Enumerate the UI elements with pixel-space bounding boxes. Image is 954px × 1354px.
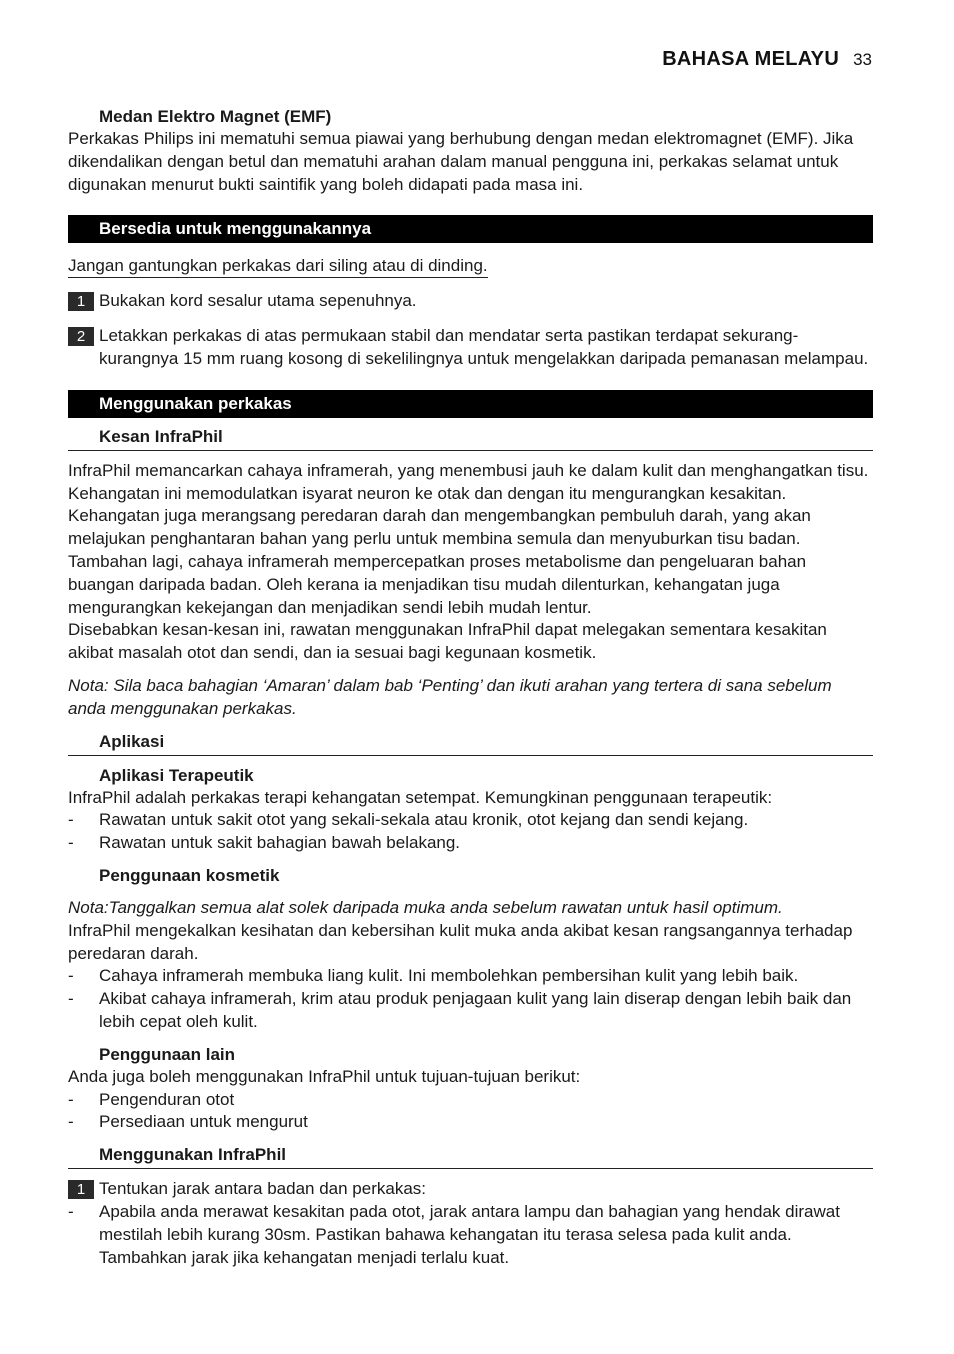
list-item: [68, 988, 873, 1034]
page-number: 33: [853, 50, 872, 69]
page-header: [662, 48, 872, 71]
list-item: [68, 832, 873, 855]
list-item-text: Pengenduran otot: [99, 1089, 235, 1109]
dash-marker: -: [68, 810, 74, 830]
step-item: [68, 325, 873, 371]
list-item-text: Apabila anda merawat kesakitan pada otot, jarak antara lampu dan bahagian yang hendak dirawat mestilah lebih kurang 30sm. Pastikan bahawa kehangatan itu terasa selesa pada kulit anda. Tambahkan jarak jika kehangatan menjadi terlalu kuat.: [99, 1201, 840, 1267]
using-heading: Menggunakan InfraPhil: [68, 1144, 873, 1169]
list-item: [68, 965, 873, 988]
other-use-heading: Penggunaan lain: [99, 1044, 236, 1064]
list-item-text: Akibat cahaya inframerah, krim atau produk penjagaan kulit yang lain diserap dengan lebih baik dan lebih cepat oleh kulit.: [99, 989, 852, 1031]
therapeutic-heading: Aplikasi Terapeutik: [99, 765, 254, 785]
step-number: 1: [68, 1180, 94, 1199]
effect-heading: Kesan InfraPhil: [68, 426, 873, 451]
cosmetic-note: Nota:Tanggalkan semua alat solek daripada muka anda sebelum rawatan untuk hasil optimum.: [68, 897, 783, 917]
section-band-use: Menggunakan perkakas: [68, 390, 873, 418]
step-number: 2: [68, 327, 94, 346]
dash-marker: -: [68, 989, 74, 1009]
step-item: [68, 290, 873, 313]
effect-paragraph-2: Disebabkan kesan-kesan ini, rawatan menggunakan InfraPhil dapat melegakan sementara kesakitan akibat masalah otot dan sendi, dan ia sesuai bagi kegunaan kosmetik.: [68, 620, 827, 663]
dash-marker: -: [68, 833, 74, 853]
cosmetic-intro: InfraPhil mengekalkan kesihatan dan kebersihan kulit muka anda akibat kesan rangsangannya terhadap peredaran darah.: [68, 920, 853, 963]
effect-paragraph: InfraPhil memancarkan cahaya inframerah, yang menembusi jauh ke dalam kulit dan menghangatkan tisu. Kehangatan ini memodulatkan isyarat neuron ke otak dan dengan itu mengurangkan kesakitan. Kehangatan juga merangsang peredaran darah dan mengembangkan pembuluh darah, yang akan melajukan penghantaran bahan yang perlu untuk membina semula dan menyuburkan tisu badan. Tambahan lagi, cahaya inframerah mempercepatkan proses metabolisme dan pengeluaran bahan buangan daripada badan. Oleh kerana ia menjadikan tisu mudah dilenturkan, kehangatan juga mengurangkan kekejangan dan menjadikan sendi lebih mudah lentur.: [68, 460, 869, 617]
dash-marker: -: [68, 1112, 74, 1132]
page-content: [68, 106, 873, 1269]
other-use-intro: Anda juga boleh menggunakan InfraPhil untuk tujuan-tujuan berikut:: [68, 1066, 581, 1086]
emf-paragraph: Perkakas Philips ini mematuhi semua piawai yang berhubung dengan medan elektromagnet (EMF). Jika dikendalikan dengan betul dan mematuhi arahan dalam manual pengguna ini, perkakas selamat untuk digunakan menurut bukti saintifik yang boleh didapati pada masa ini.: [68, 129, 854, 194]
effect-note: Nota: Sila baca bahagian ‘Amaran’ dalam bab ‘Penting’ dan ikuti arahan yang tertera di sana sebelum anda menggunakan perkakas.: [68, 675, 832, 718]
therapeutic-intro: InfraPhil adalah perkakas terapi kehangatan setempat. Kemungkinan penggunaan terapeutik:: [68, 787, 773, 807]
list-item: [68, 809, 873, 832]
list-item: [68, 1111, 873, 1134]
dash-marker: -: [68, 966, 74, 986]
language-label: BAHASA MELAYU: [662, 48, 840, 70]
step-item: [68, 1178, 873, 1201]
list-item-text: Rawatan untuk sakit bahagian bawah belakang.: [99, 833, 461, 853]
list-item-text: Persediaan untuk mengurut: [99, 1112, 308, 1132]
step-text: Tentukan jarak antara badan dan perkakas:: [99, 1179, 427, 1199]
dash-marker: -: [68, 1089, 74, 1109]
list-item: [68, 1201, 873, 1269]
step-text: Bukakan kord sesalur utama sepenuhnya.: [99, 291, 417, 311]
section-band-prepare: Bersedia untuk menggunakannya: [68, 215, 873, 243]
cosmetic-heading: Penggunaan kosmetik: [99, 865, 280, 885]
application-heading: Aplikasi: [68, 731, 873, 756]
list-item: [68, 1089, 873, 1112]
dash-marker: -: [68, 1201, 74, 1221]
step-number: 1: [68, 292, 94, 311]
list-item-text: Rawatan untuk sakit otot yang sekali-sekala atau kronik, otot kejang dan sendi kejang.: [99, 810, 749, 830]
list-item-text: Cahaya inframerah membuka liang kulit. Ini membolehkan pembersihan kulit yang lebih baik.: [99, 966, 799, 986]
warning-text: Jangan gantungkan perkakas dari siling atau di dinding.: [68, 256, 488, 278]
emf-heading: Medan Elektro Magnet (EMF): [99, 107, 332, 126]
step-text: Letakkan perkakas di atas permukaan stabil dan mendatar serta pastikan terdapat sekurang-kurangnya 15 mm ruang kosong di sekelilingnya untuk mengelakkan daripada pemanasan melampau.: [99, 326, 869, 368]
